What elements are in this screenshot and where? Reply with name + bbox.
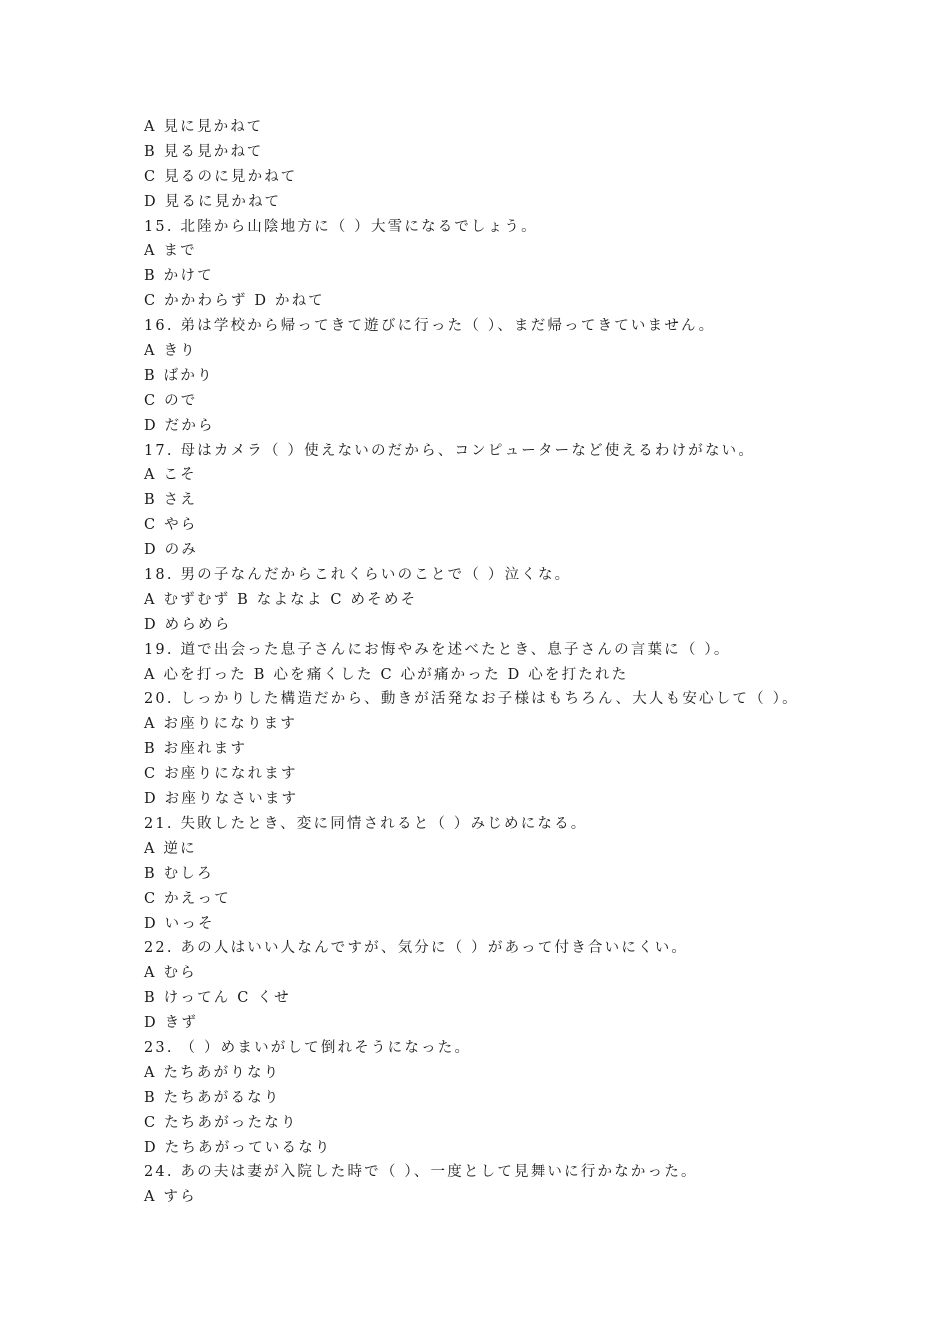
text-line: A まで bbox=[144, 243, 197, 260]
text-line: C かえって bbox=[144, 890, 231, 907]
question-line: 17. 母はカメラ（ ）使えないのだから、コンピューターなど使えるわけがない。 bbox=[144, 442, 756, 459]
text-line: D めらめら bbox=[144, 616, 232, 633]
text-line: D だから bbox=[144, 417, 215, 434]
text-line: A 見に見かねて bbox=[144, 119, 264, 135]
text-line: B むしろ bbox=[144, 865, 214, 882]
text-line: D のみ bbox=[144, 542, 199, 559]
text-line: C かかわらず D かねて bbox=[144, 293, 325, 310]
text-line: B ばかり bbox=[144, 367, 214, 384]
text-line: B お座れます bbox=[144, 741, 248, 758]
text-line: B たちあがるなり bbox=[144, 1089, 281, 1106]
text-line: B さえ bbox=[144, 492, 198, 509]
text-line: C たちあがったなり bbox=[144, 1114, 298, 1131]
text-line: A お座りになります bbox=[144, 716, 298, 733]
text-line: D お座りなさいます bbox=[144, 791, 299, 808]
text-line: B かけて bbox=[144, 268, 214, 285]
question-line: 20. しっかりした構造だから、動きが活発なお子様はもちろん、大人も安心して（ ）。 bbox=[144, 691, 799, 708]
question-line: 15. 北陸から山陰地方に（ ）大雪になるでしょう。 bbox=[144, 218, 538, 235]
text-line: C ので bbox=[144, 392, 198, 409]
question-line: 21. 失敗したとき、変に同情されると（ ）みじめになる。 bbox=[144, 815, 588, 832]
question-line: 23. （ ）めまいがして倒れそうになった。 bbox=[144, 1039, 472, 1056]
question-line: 18. 男の子なんだからこれくらいのことで（ ）泣くな。 bbox=[144, 567, 572, 584]
question-line: 22. あの人はいい人なんですが、気分に（ ）があって付き合いにくい。 bbox=[144, 940, 689, 957]
question-line: 19. 道で出会った息子さんにお悔やみを述べたとき、息子さんの言葉に（ ）。 bbox=[144, 641, 731, 658]
text-line: A きり bbox=[144, 343, 197, 360]
text-line: A むずむず B なよなよ C めそめそ bbox=[144, 591, 418, 608]
text-line: C お座りになれます bbox=[144, 766, 298, 783]
text-line: D 見るに見かねて bbox=[144, 193, 282, 210]
question-line: 24. あの夫は妻が入院した時で（ ）、一度として見舞いに行かなかった。 bbox=[144, 1164, 698, 1181]
text-line: D たちあがっているなり bbox=[144, 1139, 332, 1156]
text-line: A 心を打った B 心を痛くした C 心が痛かった D 心を打たれた bbox=[144, 666, 629, 683]
text-line: A すら bbox=[144, 1189, 197, 1206]
text-line: C やら bbox=[144, 517, 198, 534]
text-line: A むら bbox=[144, 965, 197, 982]
text-line: A 逆に bbox=[144, 840, 197, 857]
text-line: C 見るのに見かねて bbox=[144, 168, 298, 185]
text-line: D きず bbox=[144, 1015, 199, 1032]
text-line: B けってん C くせ bbox=[144, 990, 291, 1007]
document-page bbox=[144, 115, 844, 1210]
text-line: B 見る見かねて bbox=[144, 143, 264, 160]
text-line: A たちあがりなり bbox=[144, 1064, 281, 1081]
text-line: D いっそ bbox=[144, 915, 215, 932]
text-line: A こそ bbox=[144, 467, 197, 484]
question-line: 16. 弟は学校から帰ってきて遊びに行った（ ）、まだ帰ってきていません。 bbox=[144, 318, 716, 335]
